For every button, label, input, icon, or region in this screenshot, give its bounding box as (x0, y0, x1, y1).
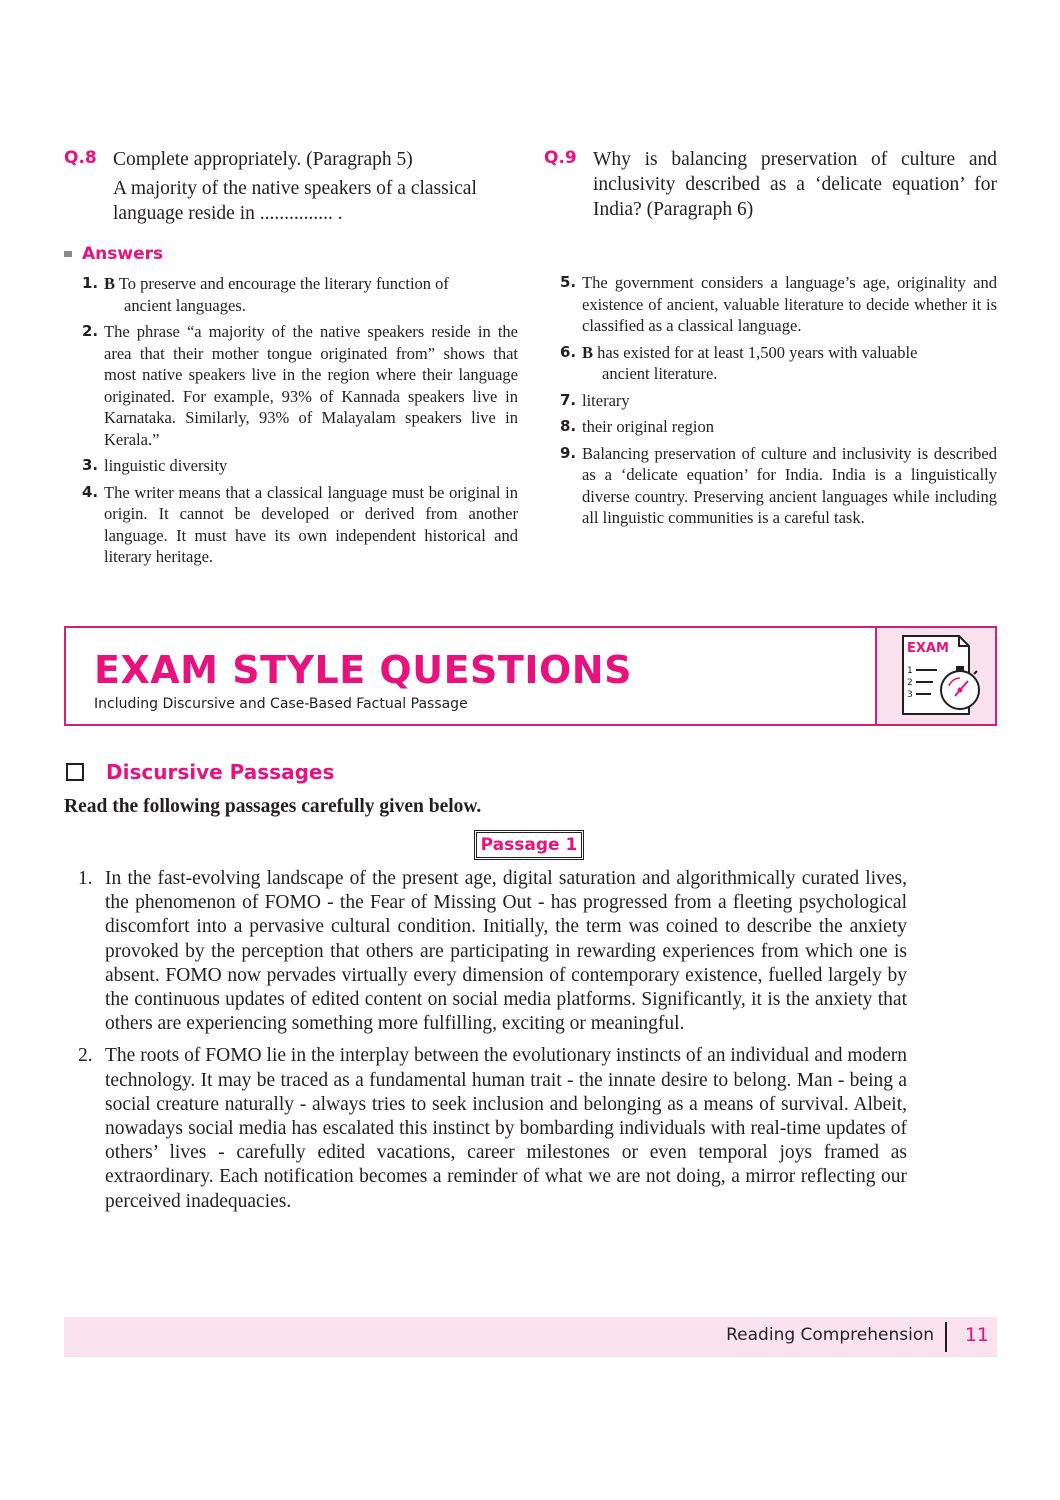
answer-item (66, 273, 518, 316)
answer-number: 1. (82, 274, 99, 292)
answer-number: 4. (82, 482, 99, 501)
answer-item (66, 321, 518, 450)
answer-item (544, 443, 997, 529)
footer-divider (945, 1322, 947, 1352)
answer-text: To preserve and encourage the literary function of (118, 274, 449, 293)
question-text: A majority of the native speakers of a classical language reside in ............... . (113, 178, 477, 224)
checkbox-square-icon (66, 763, 84, 781)
answer-text: linguistic diversity (104, 456, 228, 475)
paragraph-text: The roots of FOMO lie in the interplay between the evolutionary instincts of an individual and modern technology. It may be traced as a fundamental human trait - the innate desire to belong. Man - being a social creature naturally - always tries to seek inclusion and belonging as a means of survival. Albeit, nowadays social media has escalated this instinct by bombarding individuals with real-time updates of others’ lives - carefully edited vacations, career milestones or even temporal joys framed as extraordinary. Each notification becomes a reminder of what we are not doing, a mirror reflecting our perceived inadequacies. (105, 1045, 907, 1212)
answer-item (66, 455, 518, 477)
answer-item (66, 482, 518, 568)
paragraph (64, 867, 907, 1036)
exam-icon-panel (875, 628, 995, 724)
passage-label (474, 830, 584, 860)
instruction-text: Read the following passages carefully given below. (64, 796, 482, 817)
footer-section-title: Reading Comprehension (726, 1325, 934, 1345)
answers-label: Answers (82, 244, 164, 264)
exam-icon-number: 3 (907, 690, 913, 700)
answer-text: their original region (582, 417, 714, 436)
exam-icon-label: EXAM (907, 641, 949, 656)
discursive-label: Discursive Passages (106, 760, 335, 784)
paragraph-number: 1. (78, 868, 93, 889)
answer-number: 3. (82, 456, 99, 474)
answer-number: 6. (560, 342, 577, 361)
answer-item (544, 390, 997, 412)
answers-left-column (66, 273, 518, 573)
answer-number: 5. (560, 273, 577, 291)
passage-label-text: Passage 1 (476, 832, 583, 858)
exam-style-banner (64, 626, 997, 726)
question-prompt: Why is balancing preservation of culture and inclusivity described as a ‘delicate equation’ for India? (Paragraph 6) (593, 149, 997, 220)
answer-number: 2. (82, 322, 99, 340)
answer-text: has existed for at least 1,500 years with valuable (597, 342, 918, 362)
answer-option: B (104, 274, 116, 293)
banner-title: EXAM STYLE QUESTIONS (94, 648, 632, 692)
answer-text-continued: ancient languages. (124, 295, 246, 315)
answer-number: 8. (560, 417, 577, 435)
question-number: Q.8 (64, 148, 97, 168)
answer-item (544, 416, 997, 438)
banner-subtitle: Including Discursive and Case-Based Factual Passage (94, 696, 468, 712)
answer-number: 7. (560, 390, 577, 409)
exam-stopwatch-icon (877, 628, 997, 724)
answer-text: The phrase “a majority of the native speakers reside in the area that their mother tongue originated from” shows that most native speakers live in the region where their language originated. For example, 93% of Kannada speakers live in Karnataka. Similarly, 93% of Malayalam speakers live in Kerala.” (104, 322, 518, 449)
answer-option: B (582, 342, 594, 362)
answer-text: literary (582, 390, 630, 410)
discursive-heading (66, 760, 334, 784)
answer-text: Balancing preservation of culture and inclusivity is described as a ‘delicate equation’ for India. India is a linguistically diverse country. Preserving ancient languages while including all linguistic communities is a careful task. (582, 443, 997, 527)
answer-number: 9. (560, 443, 577, 462)
page-number: 11 (964, 1324, 989, 1346)
bullet-square-icon (64, 251, 72, 257)
passage-paragraphs (64, 867, 907, 1222)
exam-icon-number: 1 (907, 666, 913, 676)
exam-icon-number: 2 (907, 678, 913, 688)
paragraph (64, 1044, 907, 1213)
question-number: Q.9 (544, 148, 577, 168)
page-footer (64, 1317, 997, 1357)
question-prompt: Complete appropriately. (Paragraph 5) (113, 149, 413, 170)
answer-text: The government considers a language’s age, originality and existence of ancient, valuable literature to decide whether it is classified as a classical language. (582, 273, 997, 335)
answer-text: The writer means that a classical language must be original in origin. It cannot be developed or derived from another language. It must have its own independent historical and literary heritage. (104, 482, 518, 566)
answer-item (544, 342, 997, 385)
paragraph-number: 2. (78, 1045, 93, 1067)
answer-text-continued: ancient literature. (602, 364, 718, 383)
answers-heading (64, 244, 163, 264)
answers-right-column (544, 272, 997, 534)
answer-item (544, 272, 997, 337)
paragraph-text: In the fast-evolving landscape of the present age, digital saturation and algorithmically curated lives, the phenomenon of FOMO - the Fear of Missing Out - has progressed from a fleeting psychological discomfort into a pervasive cultural condition. Initially, the term was coined to describe the anxiety provoked by the perception that others are participating in rewarding experiences from which one is absent. FOMO now pervades virtually every dimension of contemporary existence, fuelled largely by the continuous updates of edited content on social media platforms. Significantly, it is the anxiety that others are experiencing something more fulfilling, exciting or meaningful. (105, 868, 907, 1035)
